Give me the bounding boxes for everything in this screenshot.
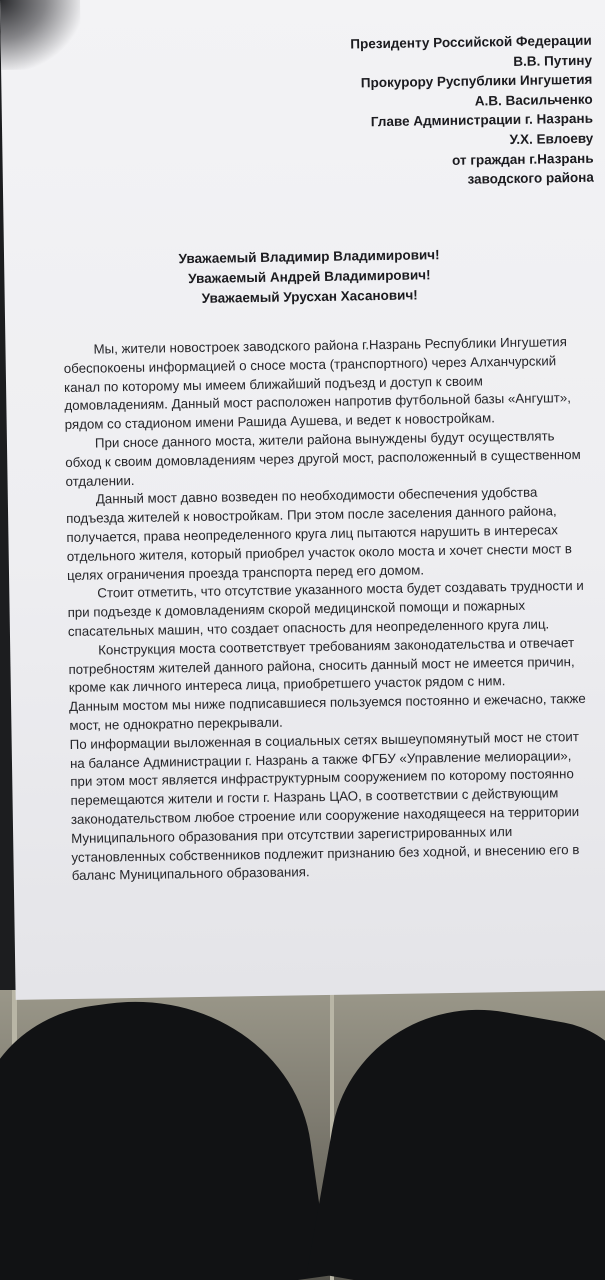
greeting-line: Уважаемый Владимир Владимирович! (178, 247, 440, 267)
addressee-line: заводского района (467, 169, 594, 187)
body-line: целях ограничения проезда транспорта перед его домом. (66, 561, 425, 583)
body-line: Данный мост давно возведен по необходимости обеспечения удобства (95, 484, 538, 507)
body-line: на балансе Администрации г. Назрань а также ФГБУ «Управление мелиорации», (69, 747, 572, 771)
body-line: потребностям жителей данного района, сносить данный мост не имеется причин, (68, 653, 575, 677)
body-line: мост, не однократно перекрывали. (69, 714, 283, 733)
body-line: Мы, жители новостроек заводского района г.Назрань Республики Ингушетия (93, 334, 567, 357)
dark-clothing (0, 990, 329, 1280)
body-line: кроме как личного интереса лица, приобретшего участок рядом с ним. (68, 673, 506, 696)
body-line: при этом мост является инфраструктурным сооружением по которому постоянно (70, 766, 574, 790)
floor-background (0, 990, 605, 1280)
addressee-line: Главе Администрации г. Назрань (370, 111, 594, 130)
greeting-line: Уважаемый Андрей Владимирович! (188, 267, 431, 287)
letter-body (63, 332, 605, 886)
greeting-line: Уважаемый Урусхан Хасанович! (201, 287, 418, 306)
body-line: обеспокоены информацией о сносе моста (транспортного) через Алханчурский (63, 353, 557, 376)
body-line: при подъезде к домовладениям скорой медицинской помощи и пожарных (67, 597, 526, 621)
addressee-block (232, 31, 594, 193)
addressee-line: А.В. Васильченко (474, 91, 593, 109)
body-line: рядом со стадионом имени Рашида Аушева, и ведет к новостройкам. (64, 410, 496, 433)
body-line: отдельного жителя, который приобрел участок около моста и хочет снести мост в (66, 540, 573, 564)
body-line: При сносе данного моста, жители района вынуждены будут осуществлять (94, 428, 555, 451)
body-line: спасательных машин, что создает опасность для неопределенного круга лиц. (67, 616, 550, 639)
body-line: домовладениям. Данный мост расположен напротив футбольной базы «Ангушт», (64, 390, 572, 414)
body-line: подъезда жителей к новостройкам. При этом после заселения данного района, (66, 503, 557, 527)
dark-clothing (307, 990, 605, 1280)
addressee-line: У.Х. Евлоеву (509, 130, 594, 147)
body-line: законодательством любое строение или сооружение находящееся на территории (70, 803, 580, 827)
body-line: обход к своим домовладениям через другой мост, расположенный в существенном (65, 446, 581, 470)
body-line: получается, права неопределенного круга лиц пытаются нарушить в интересах (66, 522, 558, 545)
body-line: Стоит отметить, что отсутствие указанного моста будет создавать трудности и (97, 578, 584, 601)
addressee-line: В.В. Путину (513, 52, 593, 69)
addressee-line: Президенту Российской Федерации (350, 32, 592, 52)
greeting-block (4, 242, 605, 312)
body-line: Данным мостом мы ниже подписавшиеся пользуемся постоянно и ежечасно, также (68, 691, 586, 715)
body-line: перемещаются жители и гости г. Назрань ЦАО, в соответствии с действующим (70, 785, 559, 809)
body-line: Муниципального образования при отсутствии зарегистрированных или (71, 823, 513, 846)
body-line: баланс Муниципального образования. (71, 864, 310, 884)
addressee-line: от граждан г.Назрань (451, 150, 594, 168)
body-line: канал по которому мы имеем ближайший подъезд и доступ к своим (63, 373, 483, 395)
corner-shadow (0, 0, 81, 70)
body-line: По информации выложенная в социальных сетях вышеупомянутый мост не стоит (69, 728, 579, 752)
addressee-line: Прокурору Руспублики Ингушетия (360, 71, 593, 91)
body-line: отдалении. (65, 472, 135, 489)
body-line: Конструкция моста соответствует требованиям законодательства и отвечает (98, 634, 575, 658)
body-line: установленных собственников подлежит признанию без ходной, и внесению его в (71, 841, 580, 865)
